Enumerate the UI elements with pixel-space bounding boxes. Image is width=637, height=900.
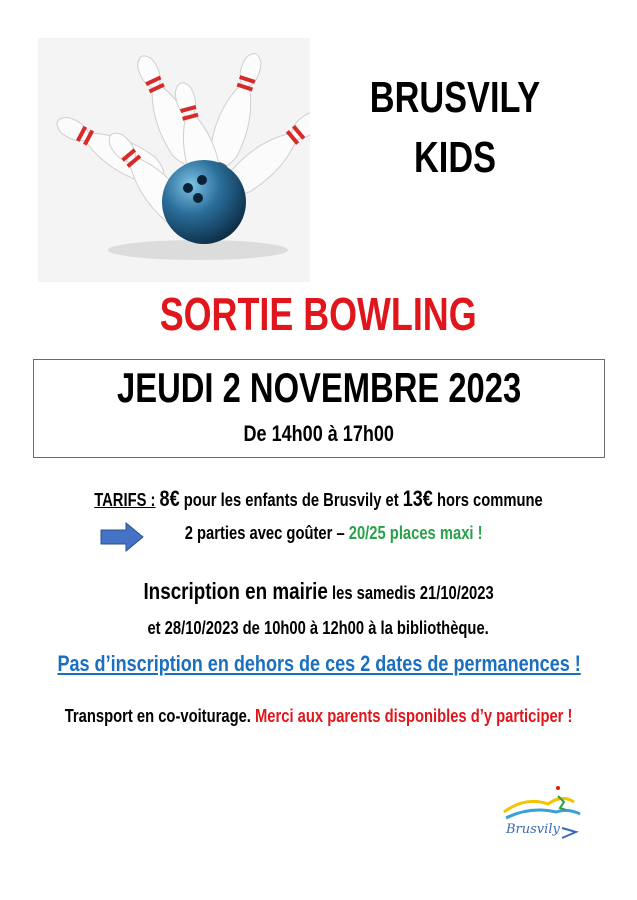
- bowling-image: [38, 38, 310, 282]
- brand-line-1: BRUSVILY: [369, 73, 541, 122]
- warning-text: Pas d’inscription en dehors de ces 2 dates de permanences !: [57, 651, 581, 676]
- inscription-line-2: [0, 618, 637, 639]
- event-date-text: JEUDI 2 NOVEMBRE 2023: [116, 364, 522, 411]
- event-title: [0, 282, 637, 346]
- transport-line: [0, 706, 637, 727]
- price-other: 13€: [402, 486, 433, 511]
- brusvily-logo-text: Brusvily: [506, 822, 560, 837]
- price-local: 8€: [159, 486, 180, 511]
- event-date-box: [33, 359, 605, 458]
- tarifs-label: TARIFS :: [94, 490, 156, 510]
- inscription-lead: Inscription en mairie: [143, 578, 328, 604]
- transport-thanks: Merci aux parents disponibles d’y participer !: [254, 706, 573, 726]
- warning-line: [0, 651, 637, 677]
- parties-line: [0, 523, 637, 544]
- inscription-dates: les samedis 21/10/2023: [327, 583, 494, 603]
- event-hours: [34, 420, 604, 448]
- event-hours-text: De 14h00 à 17h00: [243, 421, 395, 446]
- inscription-line-1: [0, 578, 637, 605]
- event-date: [34, 362, 604, 414]
- brand-title: [340, 68, 570, 188]
- inscription-line-2-text: et 28/10/2023 de 10h00 à 12h00 à la bibliothèque.: [147, 618, 490, 638]
- places-text: 20/25 places maxi !: [348, 523, 483, 543]
- price-local-text: pour les enfants de Brusvily et: [179, 490, 403, 510]
- parties-text: 2 parties avec goûter –: [184, 523, 349, 543]
- price-other-text: hors commune: [432, 490, 543, 510]
- brand-line-2: KIDS: [414, 133, 496, 182]
- event-title-text: SORTIE BOWLING: [160, 288, 477, 340]
- tarifs-line: [0, 486, 637, 512]
- transport-text: Transport en co-voiturage.: [64, 706, 255, 726]
